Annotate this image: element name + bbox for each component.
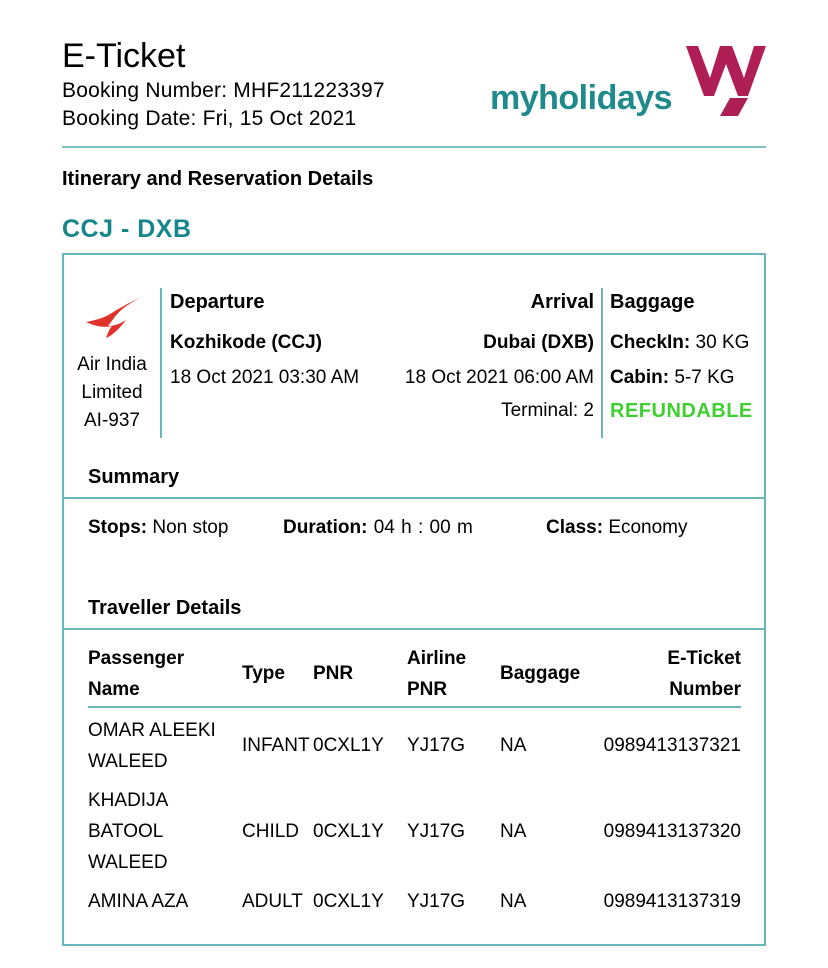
- stops-info: [88, 516, 228, 540]
- table-row-passenger-name: [88, 785, 168, 878]
- arrival-city: Dubai (DXB): [483, 332, 594, 353]
- airline-info: [66, 351, 158, 435]
- table-header-divider: [88, 706, 741, 708]
- class-value: Economy: [608, 517, 688, 538]
- checkin-baggage: [610, 331, 749, 355]
- refund-status: REFUNDABLE: [610, 400, 753, 422]
- booking-number-label: Booking Number:: [62, 79, 228, 102]
- baggage-label: Baggage: [610, 291, 695, 313]
- booking-date-value: Fri, 15 Oct 2021: [202, 107, 357, 130]
- summary-divider: [64, 497, 764, 499]
- checkin-value: 30 KG: [695, 332, 750, 353]
- stops-value: Non stop: [152, 517, 229, 538]
- th-airline-pnr-line2: PNR: [407, 679, 448, 700]
- passenger-ticket-number: 0989413137321: [603, 735, 741, 756]
- traveller-title: Traveller Details: [88, 597, 242, 619]
- th-pnr: PNR: [313, 663, 354, 684]
- passenger-type: CHILD: [242, 821, 300, 842]
- passenger-airline-pnr: YJ17G: [407, 821, 466, 842]
- passenger-type: ADULT: [242, 891, 303, 912]
- booking-date-label: Booking Date:: [62, 107, 197, 130]
- departure-city: Kozhikode (CCJ): [170, 332, 322, 353]
- passenger-name-line: BATOOL: [88, 821, 164, 842]
- th-passenger-name-line1: Passenger: [88, 648, 185, 669]
- airline-name-line1: Air India: [77, 354, 147, 375]
- passenger-baggage: NA: [500, 821, 527, 842]
- passenger-name-line: OMAR ALEEKI: [88, 720, 216, 741]
- th-airline-pnr: [407, 643, 466, 705]
- route-title: CCJ - DXB: [62, 215, 192, 243]
- brand-logo: [490, 40, 770, 120]
- passenger-ticket-number: 0989413137320: [603, 821, 741, 842]
- duration-value: 04 h : 00 m: [373, 517, 473, 538]
- cabin-value: 5-7 KG: [674, 367, 735, 388]
- th-passenger-name-line2: Name: [88, 679, 140, 700]
- column-divider: [601, 288, 603, 438]
- th-eticket-line1: E-Ticket: [667, 648, 741, 669]
- passenger-airline-pnr: YJ17G: [407, 735, 466, 756]
- th-eticket-number: [600, 643, 741, 705]
- stops-label: Stops:: [88, 517, 148, 538]
- booking-number-value: MHF211223397: [233, 79, 385, 102]
- air-india-logo-icon: [84, 296, 142, 340]
- cabin-label: Cabin:: [610, 367, 670, 388]
- passenger-pnr: 0CXL1Y: [313, 891, 384, 912]
- passenger-baggage: NA: [500, 891, 527, 912]
- traveller-divider: [64, 628, 764, 630]
- arrival-time: 18 Oct 2021 06:00 AM: [404, 367, 594, 388]
- passenger-pnr: 0CXL1Y: [313, 821, 384, 842]
- th-type: Type: [242, 663, 285, 684]
- header-divider: [62, 146, 766, 148]
- duration-info: [283, 516, 473, 540]
- arrival-terminal: Terminal: 2: [501, 400, 594, 421]
- departure-label: Departure: [170, 291, 265, 313]
- booking-number: [62, 78, 385, 104]
- flight-number: AI-937: [84, 410, 140, 431]
- passenger-name-line: AMINA AZA: [88, 891, 189, 912]
- checkin-label: CheckIn:: [610, 332, 691, 353]
- class-info: [546, 516, 688, 540]
- th-airline-pnr-line1: Airline: [407, 648, 467, 669]
- table-row-passenger-name: [88, 886, 188, 917]
- duration-label: Duration:: [283, 517, 368, 538]
- airline-name-line2: Limited: [81, 382, 143, 403]
- page-title: E-Ticket: [62, 37, 186, 75]
- class-label: Class:: [546, 517, 604, 538]
- passenger-ticket-number: 0989413137319: [603, 891, 741, 912]
- th-baggage: Baggage: [500, 663, 581, 684]
- passenger-name-line: WALEED: [88, 751, 168, 772]
- section-title: Itinerary and Reservation Details: [62, 168, 374, 190]
- summary-title: Summary: [88, 466, 180, 488]
- passenger-type: INFANT: [242, 735, 310, 756]
- passenger-name-line: KHADIJA: [88, 790, 169, 811]
- brand-mark-icon: [676, 40, 768, 118]
- passenger-pnr: 0CXL1Y: [313, 735, 384, 756]
- passenger-name-line: WALEED: [88, 852, 168, 873]
- arrival-label: Arrival: [530, 291, 594, 313]
- column-divider: [160, 288, 162, 438]
- cabin-baggage: [610, 366, 735, 390]
- passenger-baggage: NA: [500, 735, 527, 756]
- passenger-airline-pnr: YJ17G: [407, 891, 466, 912]
- table-row-passenger-name: [88, 715, 216, 777]
- booking-date: [62, 106, 356, 132]
- th-passenger-name: [88, 643, 184, 705]
- brand-name: myholidays: [490, 79, 673, 117]
- departure-time: 18 Oct 2021 03:30 AM: [170, 367, 360, 388]
- th-eticket-line2: Number: [669, 679, 741, 700]
